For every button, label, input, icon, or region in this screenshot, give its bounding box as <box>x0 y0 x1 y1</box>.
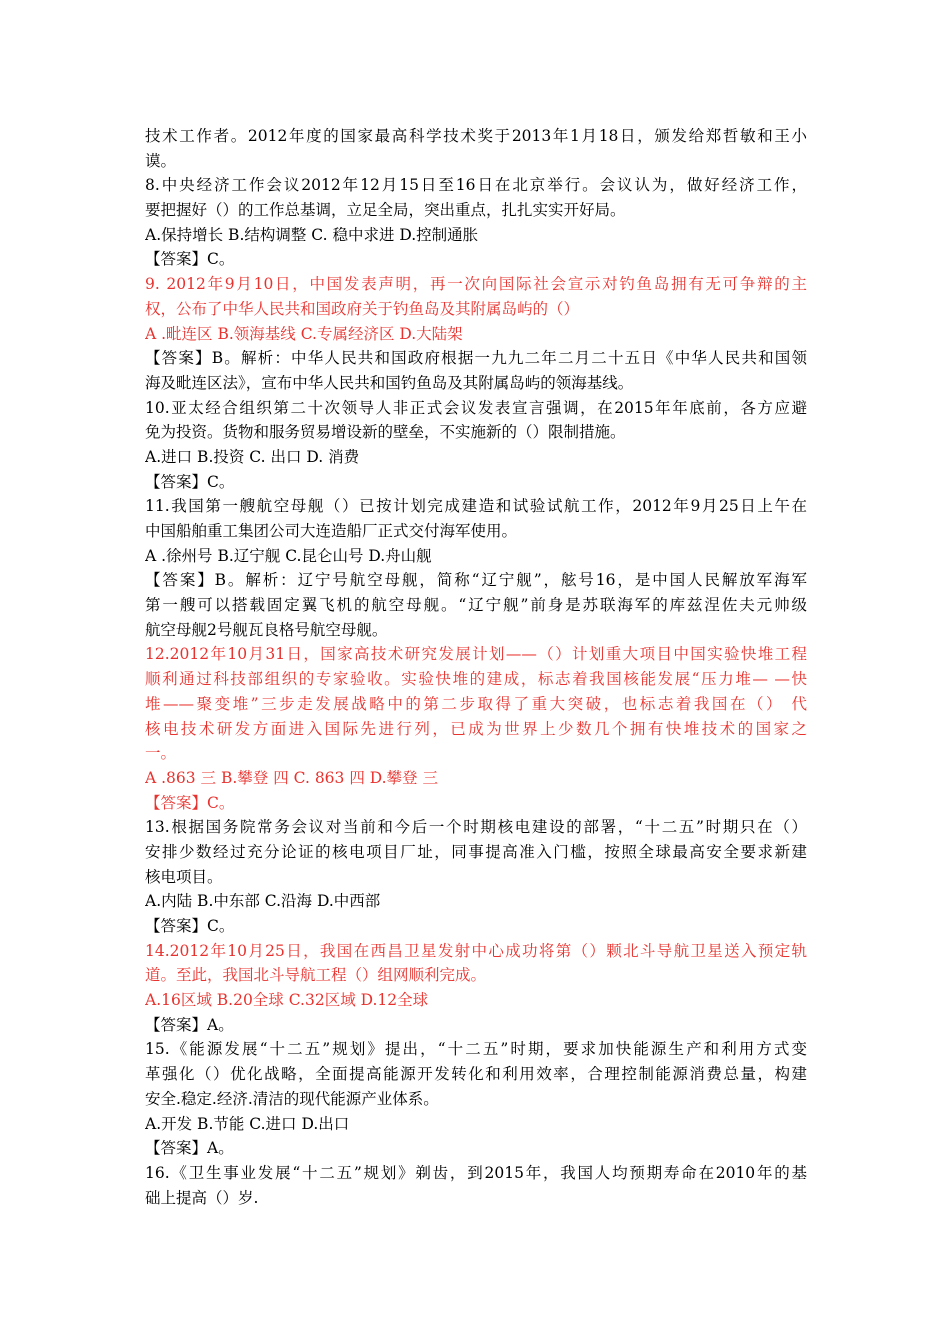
text-line: 道。至此，我国北斗导航工程（）组网顺利完成。 <box>145 966 487 985</box>
text-line: 一。 <box>145 744 177 763</box>
text-line: 第一艘可以搭载固定翼飞机的航空母舰。“辽宁舰”前身是苏联海军的库兹涅佐夫元帅级 <box>145 596 807 615</box>
text-line: 权，公布了中华人民共和国政府关于钓鱼岛及其附属岛屿的（） <box>145 299 580 318</box>
text-line: 【答案】C。 <box>145 250 235 269</box>
text-line: A.进口 B.投资 C. 出口 D. 消费 <box>145 447 360 466</box>
text-line: A .863 三 B.攀登 四 C. 863 四 D.攀登 三 <box>145 768 438 787</box>
text-line: 航空母舰2号舰瓦良格号航空母舰。 <box>145 620 388 639</box>
text-line: 谟。 <box>145 151 177 170</box>
text-line: 8.中央经济工作会议2012年12月15日至16日在北京举行。会议认为，做好经济工作， <box>145 176 807 195</box>
text-line: 【答案】A。 <box>145 1015 234 1034</box>
text-line: 堆——聚变堆”三步走发展战略中的第二步取得了重大突破，也标志着我国在（） 代 <box>145 694 807 713</box>
text-line: 顺利通过科技部组织的专家验收。实验快堆的建成，标志着我国核能发展“压力堆— —快 <box>145 670 807 689</box>
text-line: 12.2012年10月31日，国家高技术研究发展计划——（）计划重大项目中国实验快堆工程 <box>145 645 807 664</box>
text-line: 海及毗连区法》，宣布中华人民共和国钓鱼岛及其附属岛屿的领海基线。 <box>145 373 634 392</box>
text-line: 11.我国第一艘航空母舰（）已按计划完成建造和试验试航工作，2012年9月25日上午在 <box>145 497 807 516</box>
document-body <box>145 124 807 1210</box>
text-line: A.开发 B.节能 C.进口 D.出口 <box>145 1114 350 1133</box>
text-line: A.保持增长 B.结构调整 C. 稳中求进 D.控制通胀 <box>145 225 479 244</box>
text-line: 技术工作者。2012年度的国家最高科学技术奖于2013年1月18日，颁发给郑哲敏和王小 <box>145 127 807 145</box>
text-line: 础上提高（）岁. <box>145 1188 259 1207</box>
text-line: 核电技术研发方面进入国际先进行列，已成为世界上少数几个拥有快堆技术的国家之 <box>145 719 807 738</box>
text-line: 【答案】B。解析：中华人民共和国政府根据一九九二年二月二十五日《中华人民共和国领 <box>145 349 807 368</box>
text-line: 核电项目。 <box>145 867 223 886</box>
text-line: 15.《能源发展“十二五”规划》提出，“十二五”时期，要求加快能源生产和利用方式变 <box>145 1040 807 1059</box>
text-line: 【答案】C。 <box>145 917 235 935</box>
text-line: 16.《卫生事业发展“十二五”规划》剃齿，到2015年，我国人均预期寿命在2010年的基 <box>145 1163 807 1182</box>
text-line: 【答案】A。 <box>145 1139 234 1158</box>
text-line: 安全.稳定.经济.清洁的现代能源产业体系。 <box>145 1089 439 1108</box>
text-line: 13.根据国务院常务会议对当前和今后一个时期核电建设的部署，“十二五”时期只在（） <box>145 818 807 837</box>
text-line: 要把握好（）的工作总基调，立足全局，突出重点，扎扎实实开好局。 <box>145 201 626 220</box>
text-line: 中国船舶重工集团公司大连造船厂正式交付海军使用。 <box>145 522 518 540</box>
text-line: 安排少数经过充分论证的核电项目厂址，同事提高准入门槛，按照全球最高安全要求新建 <box>145 842 807 861</box>
text-line: 【答案】C。 <box>145 793 235 812</box>
text-line: 10.亚太经合组织第二十次领导人非正式会议发表宣言强调，在2015年年底前，各方应避 <box>145 398 807 417</box>
text-line: 免为投资。货物和服务贸易增设新的壁垒，不实施新的（）限制措施。 <box>145 423 626 442</box>
text-line: A.16区域 B.20全球 C.32区域 D.12全球 <box>145 991 429 1010</box>
text-line: 革强化（）优化战略，全面提高能源开发转化和利用效率，合理控制能源消费总量，构建 <box>145 1065 807 1084</box>
text-line: 【答案】C。 <box>145 472 235 491</box>
text-line: A .徐州号 B.辽宁舰 C.昆仑山号 D.舟山舰 <box>145 546 432 565</box>
text-line: 【答案】B。解析：辽宁号航空母舰，简称“辽宁舰”，舷号16，是中国人民解放军海军 <box>145 571 807 590</box>
text-line: A.内陆 B.中东部 C.沿海 D.中西部 <box>145 892 381 911</box>
text-line: 14.2012年10月25日，我国在西昌卫星发射中心成功将第（）颗北斗导航卫星送入预定轨 <box>145 941 807 960</box>
text-line: 9. 2012年9月10日，中国发表声明，再一次向国际社会宣示对钓鱼岛拥有无可争辩的主 <box>145 275 807 294</box>
text-line: A .毗连区 B.领海基线 C.专属经济区 D.大陆架 <box>145 324 463 343</box>
